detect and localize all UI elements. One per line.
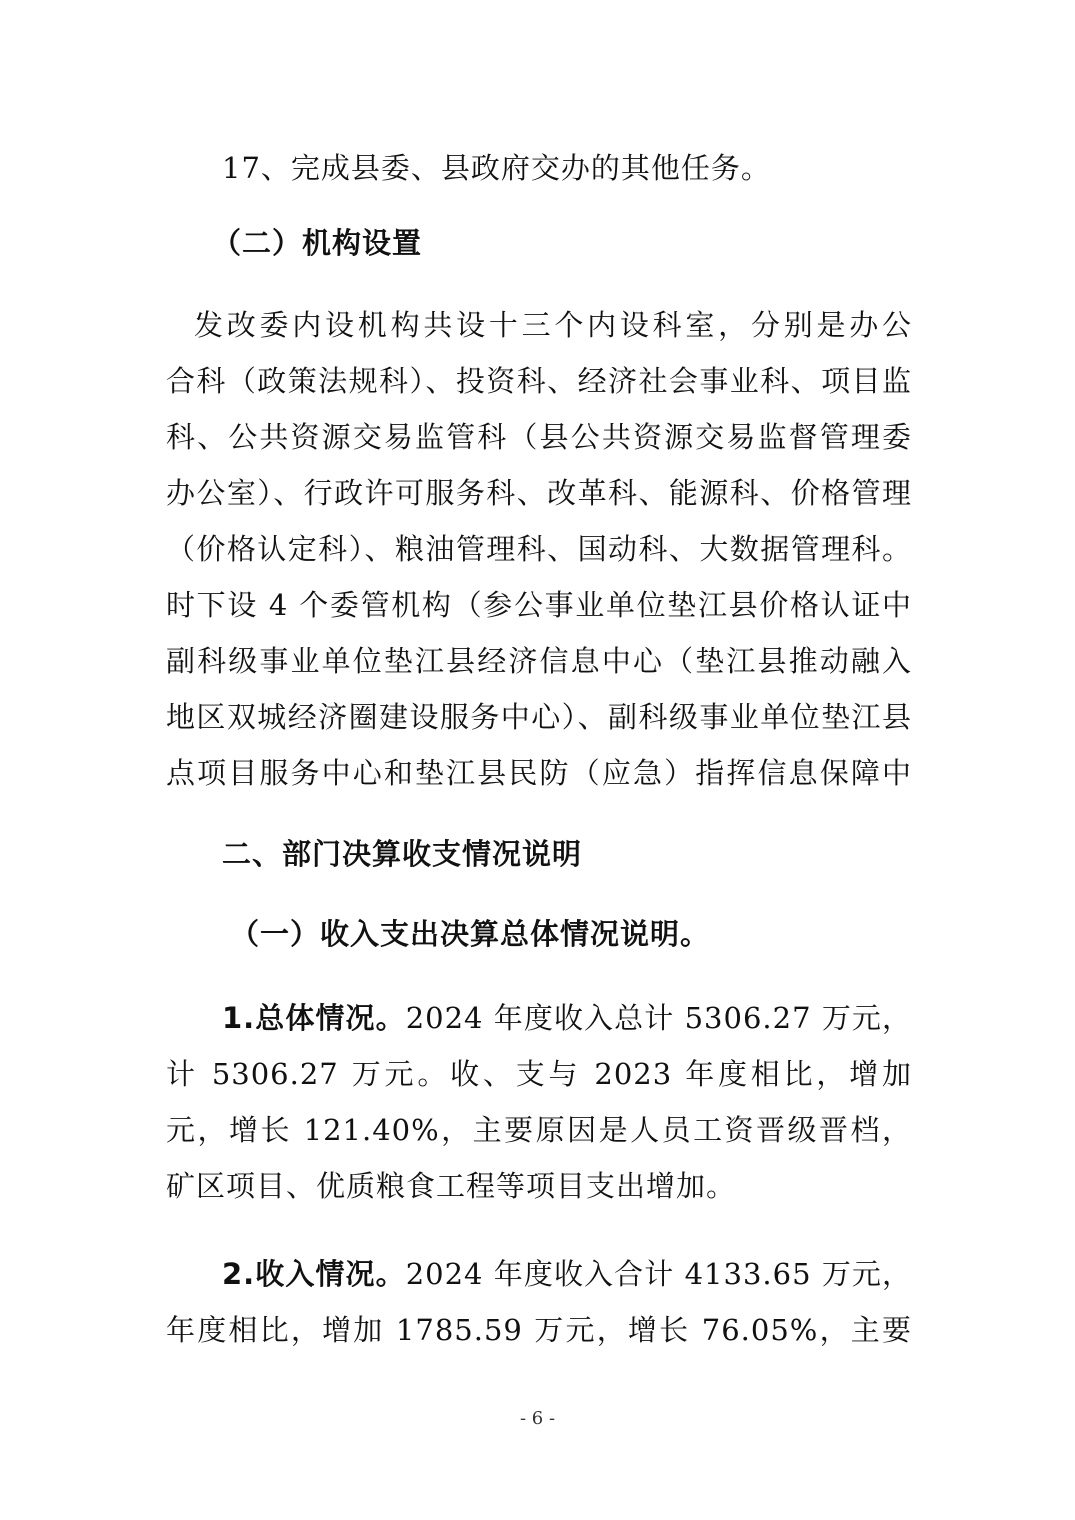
org-line-3: 科、公共资源交易监管科（县公共资源交易监督管理委 [166,420,912,454]
page-number: - 6 - [519,1408,556,1429]
org-line-6: 时下设 4 个委管机构（参公事业单位垫江县价格认证中 [166,588,912,622]
org-section-heading: （二）机构设置 [212,226,423,260]
org-line-4: 办公室）、行政许可服务科、改革科、能源科、价格管理 [166,476,912,510]
section-2-heading: 二、部门决算收支情况说明 [222,837,583,871]
income-line-1-text: 2024 年度收入合计 4133.65 万元， [405,1257,912,1291]
org-line-2: 合科（政策法规科）、投资科、经济社会事业科、项目监 [166,364,912,398]
subsection-1-heading: （一）收入支出决算总体情况说明。 [230,917,711,951]
org-line-9: 点项目服务中心和垫江县民防（应急）指挥信息保障中 [166,756,912,790]
overall-line-4: 矿区项目、优质粮食工程等项目支出增加。 [166,1169,737,1203]
overall-line-2: 计 5306.27 万元。收、支与 2023 年度相比，增加 [166,1057,912,1091]
overall-line-1-text: 2024 年度收入总计 5306.27 万元， [405,1001,912,1035]
income-label: 2.收入情况。 [222,1257,406,1291]
income-line-2: 年度相比，增加 1785.59 万元，增长 76.05%，主要 [166,1313,912,1347]
item-17-text: 17、完成县委、县政府交办的其他任务。 [222,151,771,185]
income-line-1 [222,1252,912,1292]
overall-label: 1.总体情况。 [222,1001,406,1035]
org-line-5: （价格认定科）、粮油管理科、国动科、大数据管理科。 [166,532,912,566]
org-line-8: 地区双城经济圈建设服务中心）、副科级事业单位垫江县 [166,700,912,734]
overall-line-1 [222,996,912,1036]
org-line-7: 副科级事业单位垫江县经济信息中心（垫江县推动融入 [166,644,912,678]
overall-line-3: 元，增长 121.40%，主要原因是人员工资晋级晋档， [166,1113,912,1147]
org-line-1: 发改委内设机构共设十三个内设科室，分别是办公 [194,308,912,342]
